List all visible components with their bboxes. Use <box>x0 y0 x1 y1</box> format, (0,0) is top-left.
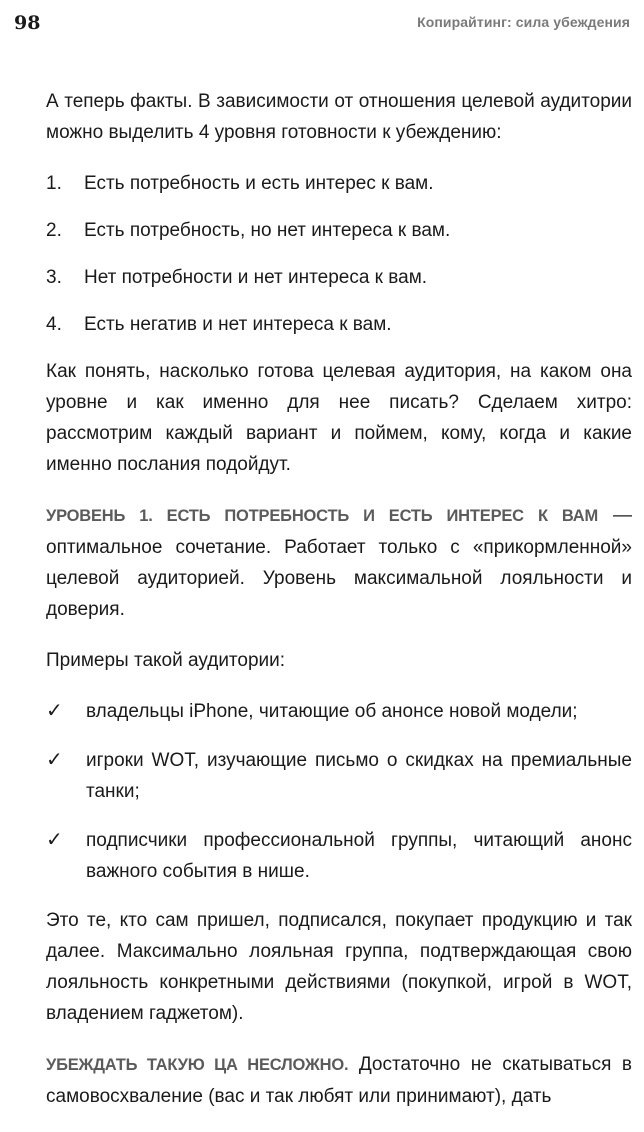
loyal-group-paragraph: Это те, кто сам пришел, подписался, покупает продукцию и так далее. Максимально лояльная группа, подтверждающая свою лояльность конкретными действиями (покупкой, игрой в WOT, владением гаджетом). <box>46 910 632 1024</box>
examples-intro: Примеры такой аудитории: <box>46 650 286 671</box>
list-item <box>46 309 632 340</box>
list-item <box>46 215 632 246</box>
checkmark-icon: ✓ <box>46 749 63 771</box>
list-item-text: Нет потребности и нет интереса к вам. <box>84 267 428 288</box>
page-header <box>14 10 630 38</box>
level1-heading: УРОВЕНЬ 1. ЕСТЬ ПОТРЕБНОСТЬ И ЕСТЬ ИНТЕРЕС К ВАМ <box>46 507 599 525</box>
persuade-heading: УБЕЖДАТЬ ТАКУЮ ЦА НЕСЛОЖНО. <box>46 1056 349 1074</box>
question-paragraph: Как понять, насколько готова целевая аудитория, на каком она уровне и как именно для нее писать? Сделаем хитро: рассмотрим каждый вариант и поймем, кому, когда и какие именно послания подойдут. <box>46 361 632 475</box>
list-item-number: 1. <box>46 173 62 194</box>
list-item-text: игроки WOT, изучающие письмо о скидках на премиальные танки; <box>86 750 632 802</box>
level1-text: — оптимальное сочетание. Работает только с «прикормленной» целевой аудиторией. Уровень максимальной лояльности и доверия. <box>46 505 633 620</box>
readiness-levels-list <box>46 168 632 340</box>
checkmark-icon: ✓ <box>46 700 63 722</box>
page-number: 98 <box>14 12 41 34</box>
list-item <box>46 696 632 727</box>
list-item-text: Есть негатив и нет интереса к вам. <box>84 314 392 335</box>
level1-paragraph <box>46 500 632 625</box>
page-body <box>46 86 632 1132</box>
running-title: Копирайтинг: сила убеждения <box>417 14 630 30</box>
checkmark-icon: ✓ <box>46 829 63 851</box>
persuade-text: Достаточно не скатываться в самовосхваление (вас и так любят или принимают), дать <box>46 1054 632 1107</box>
list-item-number: 4. <box>46 314 62 335</box>
list-item <box>46 168 632 199</box>
list-item-text: подписчики профессиональной группы, читающий анонс важного события в нише. <box>86 830 632 882</box>
list-item-text: Есть потребность и есть интерес к вам. <box>84 173 434 194</box>
list-item-number: 2. <box>46 220 62 241</box>
list-item <box>46 825 632 887</box>
list-item-number: 3. <box>46 267 62 288</box>
list-item-text: Есть потребность, но нет интереса к вам. <box>84 220 451 241</box>
list-item <box>46 262 632 293</box>
intro-paragraph: А теперь факты. В зависимости от отношения целевой аудитории можно выделить 4 уровня готовности к убеждению: <box>46 91 632 143</box>
persuade-paragraph <box>46 1049 632 1112</box>
list-item <box>46 745 632 807</box>
list-item-text: владельцы iPhone, читающие об анонсе новой модели; <box>86 701 578 722</box>
examples-list <box>46 696 632 887</box>
